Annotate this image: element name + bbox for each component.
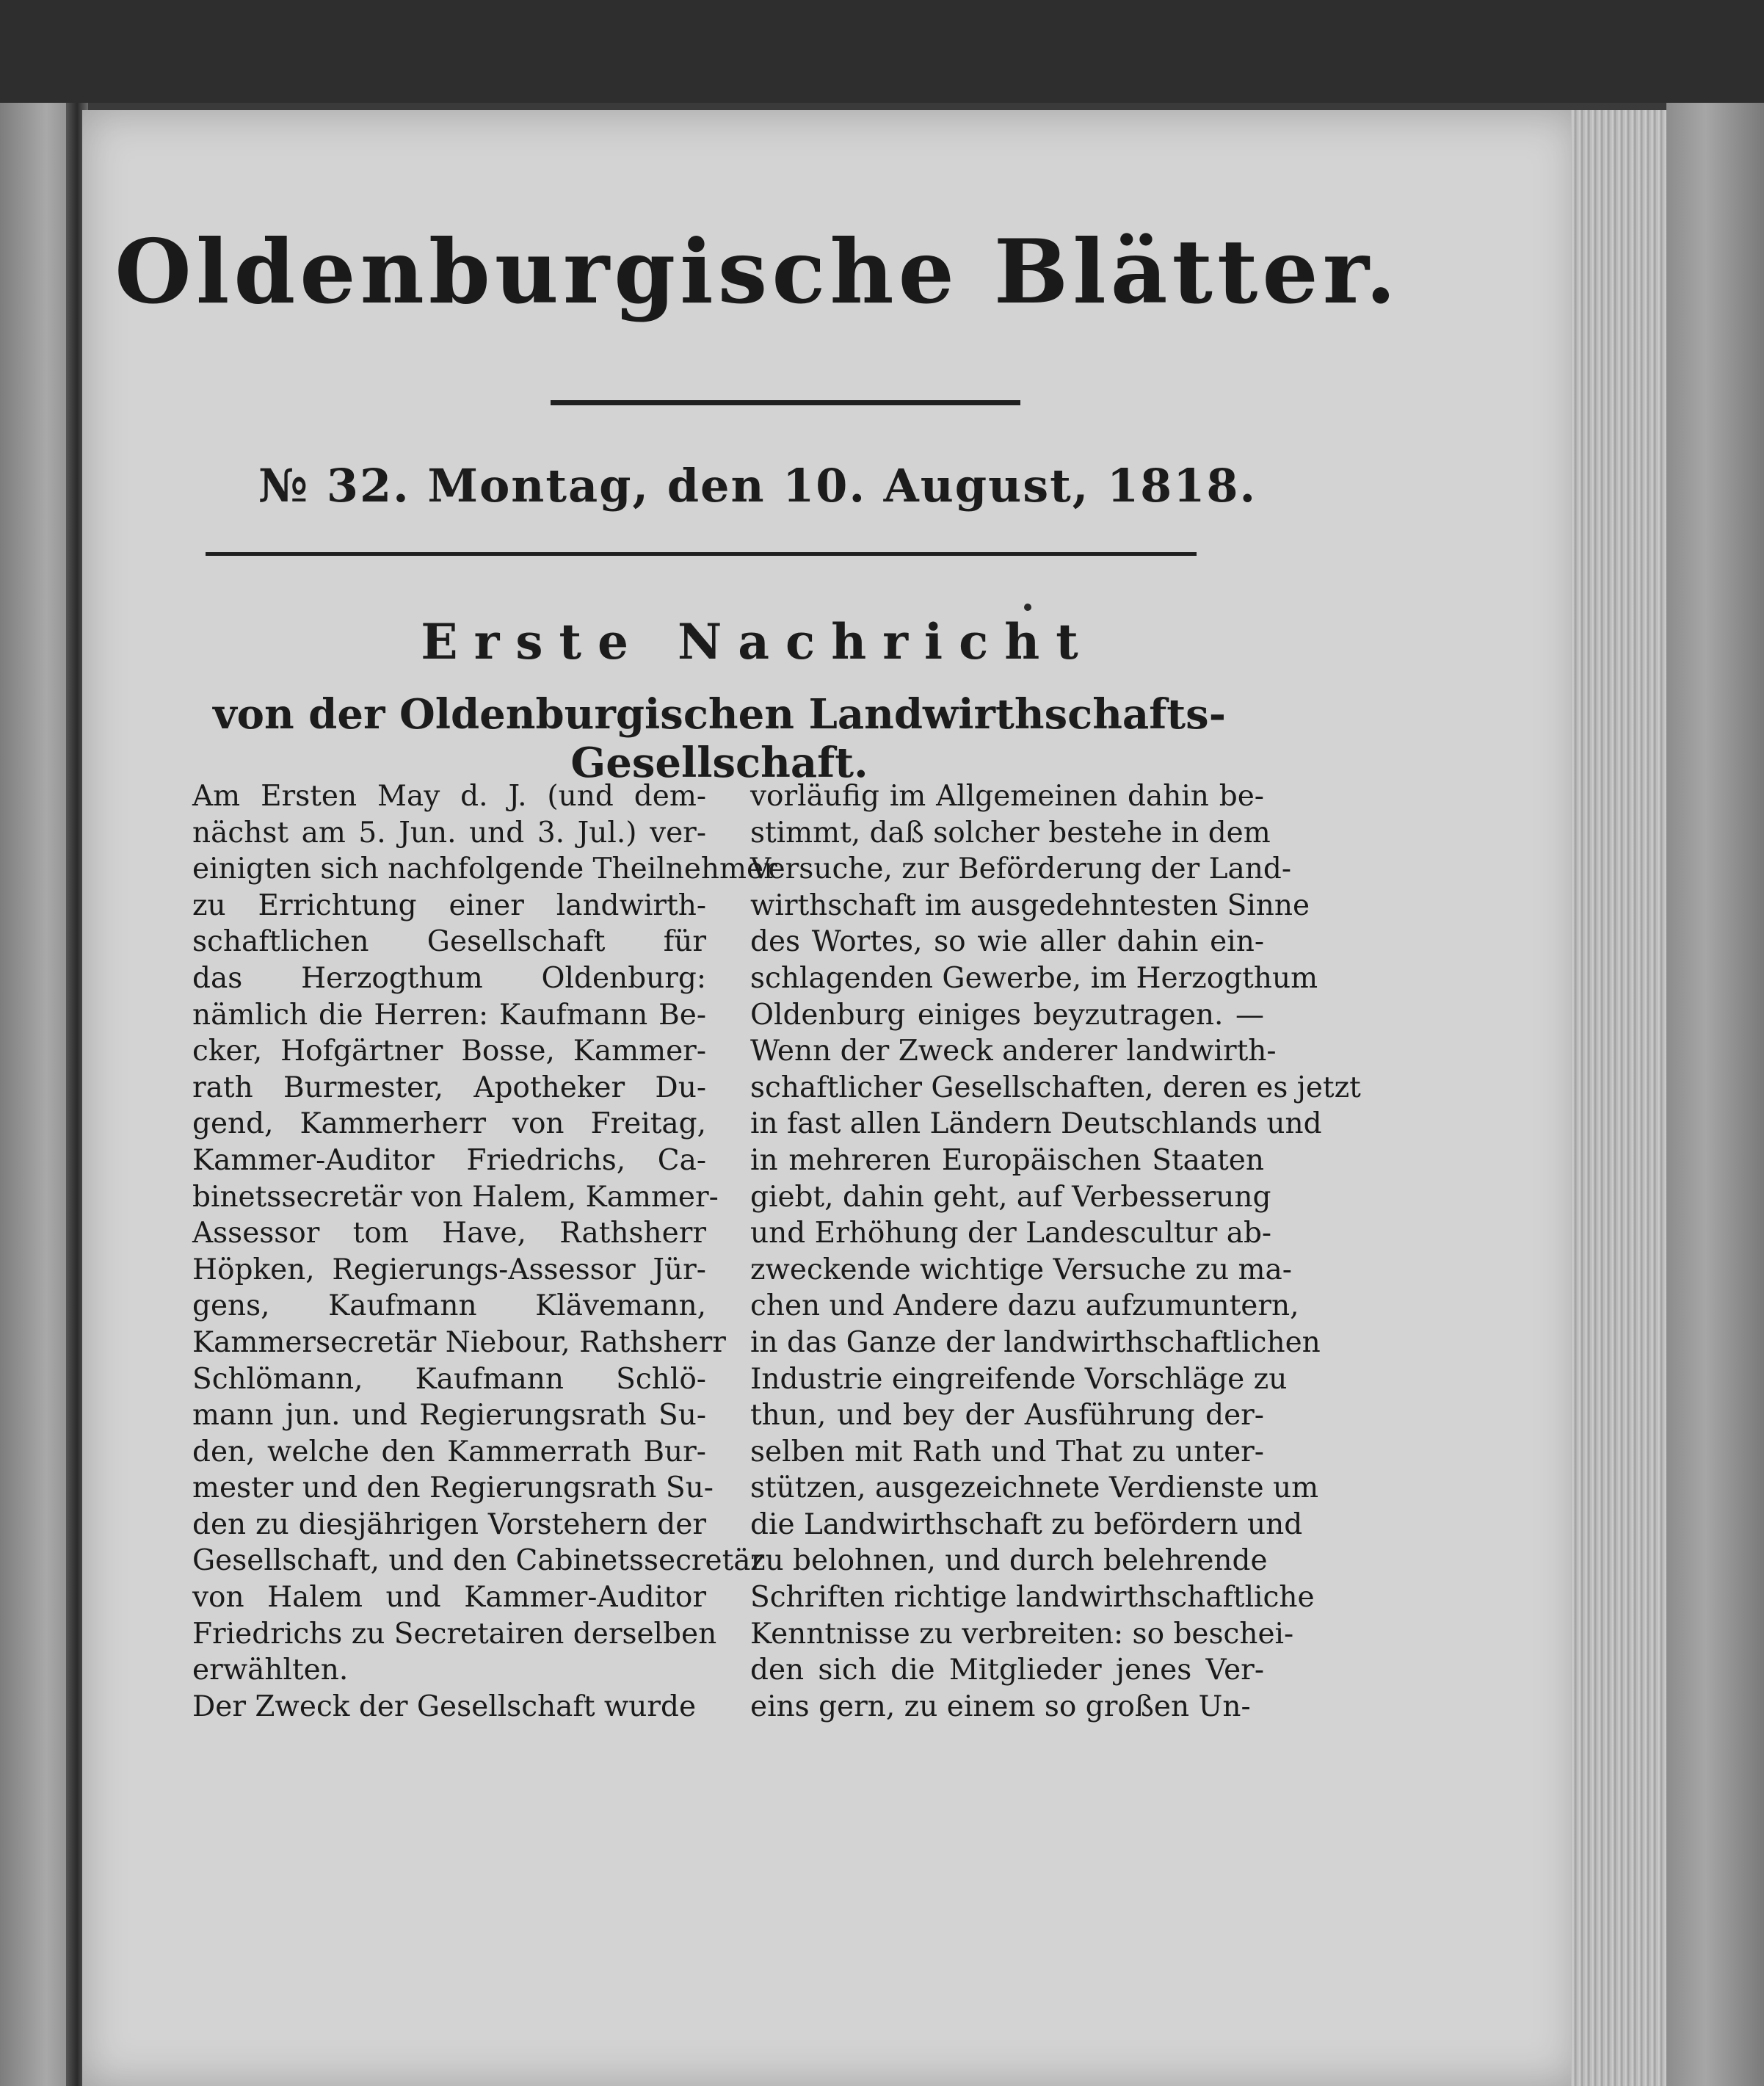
text-line: selben mit Rath und That zu unter- [750,1435,1264,1468]
text-line: rath Burmester, Apotheker Du- [192,1071,706,1104]
text-line: erwählten. [192,1654,349,1687]
text-line: den sich die Mitglieder jenes Ver- [750,1654,1264,1687]
text-line: in mehreren Europäischen Staaten [750,1143,1264,1177]
issue-rule [206,552,1197,556]
text-line: Höpken, Regierungs-Assessor Jür- [192,1253,706,1286]
text-line: Schriften richtige landwirthschaftliche [750,1581,1315,1615]
text-line: binetssecretär von Halem, Kammer- [192,1180,719,1214]
masthead-rule [551,400,1020,405]
text-line: schlagenden Gewerbe, im Herzogthum [750,961,1318,995]
text-line: Am Ersten May d. J. (und dem- [192,780,706,813]
text-line: nächst am 5. Jun. und 3. Jul.) ver- [192,816,706,850]
text-line: in das Ganze der landwirthschaftlichen [750,1325,1321,1359]
text-line: des Wortes, so wie aller dahin ein- [750,925,1264,959]
text-line: gens, Kaufmann Klävemann, [192,1289,706,1323]
text-line: cker, Hofgärtner Bosse, Kammer- [192,1035,706,1068]
text-line: mester und den Regierungsrath Su- [192,1471,714,1505]
text-line: den, welche den Kammerrath Bur- [192,1435,706,1468]
text-line: zu belohnen, und durch belehrende [750,1544,1268,1578]
text-line: und Erhöhung der Landescultur ab- [750,1217,1272,1250]
text-line: wirthschaft im ausgedehntesten Sinne [750,888,1310,922]
text-line: Industrie eingreifende Vorschläge zu [750,1362,1288,1396]
text-line: zu Errichtung einer landwirth- [192,888,706,922]
text-line: stützen, ausgezeichnete Verdienste um [750,1471,1319,1505]
text-line: Kammersecretär Niebour, Rathsherr [192,1325,726,1359]
text-line: Kammer-Auditor Friedrichs, Ca- [192,1143,706,1177]
ink-speck [1024,604,1031,611]
text-line: einigten sich nachfolgende Theilnehmer [192,852,777,886]
cover-edge [1666,103,1764,2086]
text-line: schaftlicher Gesellschaften, deren es jetzt [750,1071,1361,1104]
text-line: gend, Kammerherr von Freitag, [192,1107,706,1141]
text-line: das Herzogthum Oldenburg: [192,961,706,995]
text-line: thun, und bey der Ausführung der- [750,1399,1264,1433]
text-line: Oldenburg einiges beyzutragen. — [750,998,1264,1032]
text-line: Der Zweck der Gesellschaft wurde [192,1690,697,1723]
text-line: Kenntnisse zu verbreiten: so beschei- [750,1617,1294,1651]
left-text-column [192,778,777,1725]
scanner-background [0,0,1764,103]
right-text-column [750,778,1361,1725]
text-line: mann jun. und Regierungsrath Su- [192,1399,706,1433]
text-line: zweckende wichtige Versuche zu ma- [750,1253,1292,1286]
text-line: nämlich die Herren: Kaufmann Be- [192,998,706,1032]
article-subtitle: von der Oldenburgischen Landwirthschafts-Gesellschaft. [213,690,1226,787]
text-line: von Halem und Kammer-Auditor [192,1581,706,1615]
text-line: chen und Andere dazu aufzumuntern, [750,1289,1299,1323]
text-line: Wenn der Zweck anderer landwirth- [750,1035,1277,1068]
text-line: Versuche, zur Beförderung der Land- [750,852,1292,886]
text-line: die Landwirthschaft zu befördern und [750,1507,1303,1541]
text-line: giebt, dahin geht, auf Verbesserung [750,1180,1271,1214]
text-line: vorläufig im Allgemeinen dahin be- [750,780,1264,813]
text-line: schaftlichen Gesellschaft für [192,925,706,959]
text-line: eins gern, zu einem so großen Un- [750,1690,1251,1723]
issue-line: № 32. Montag, den 10. August, 1818. [258,459,1257,513]
masthead-title: Oldenburgische Blätter. [115,220,1401,324]
text-line: in fast allen Ländern Deutschlands und [750,1107,1322,1141]
text-line: den zu diesjährigen Vorstehern der [192,1507,706,1541]
text-line: Schlömann, Kaufmann Schlö- [192,1362,706,1396]
article-title: Erste Nachricht [421,613,1095,670]
text-line: stimmt, daß solcher bestehe in dem [750,816,1271,850]
text-line: Friedrichs zu Secretairen derselben [192,1617,717,1651]
text-line: Assessor tom Have, Rathsherr [192,1217,706,1250]
text-line: Gesellschaft, und den Cabinetssecretär [192,1544,765,1578]
